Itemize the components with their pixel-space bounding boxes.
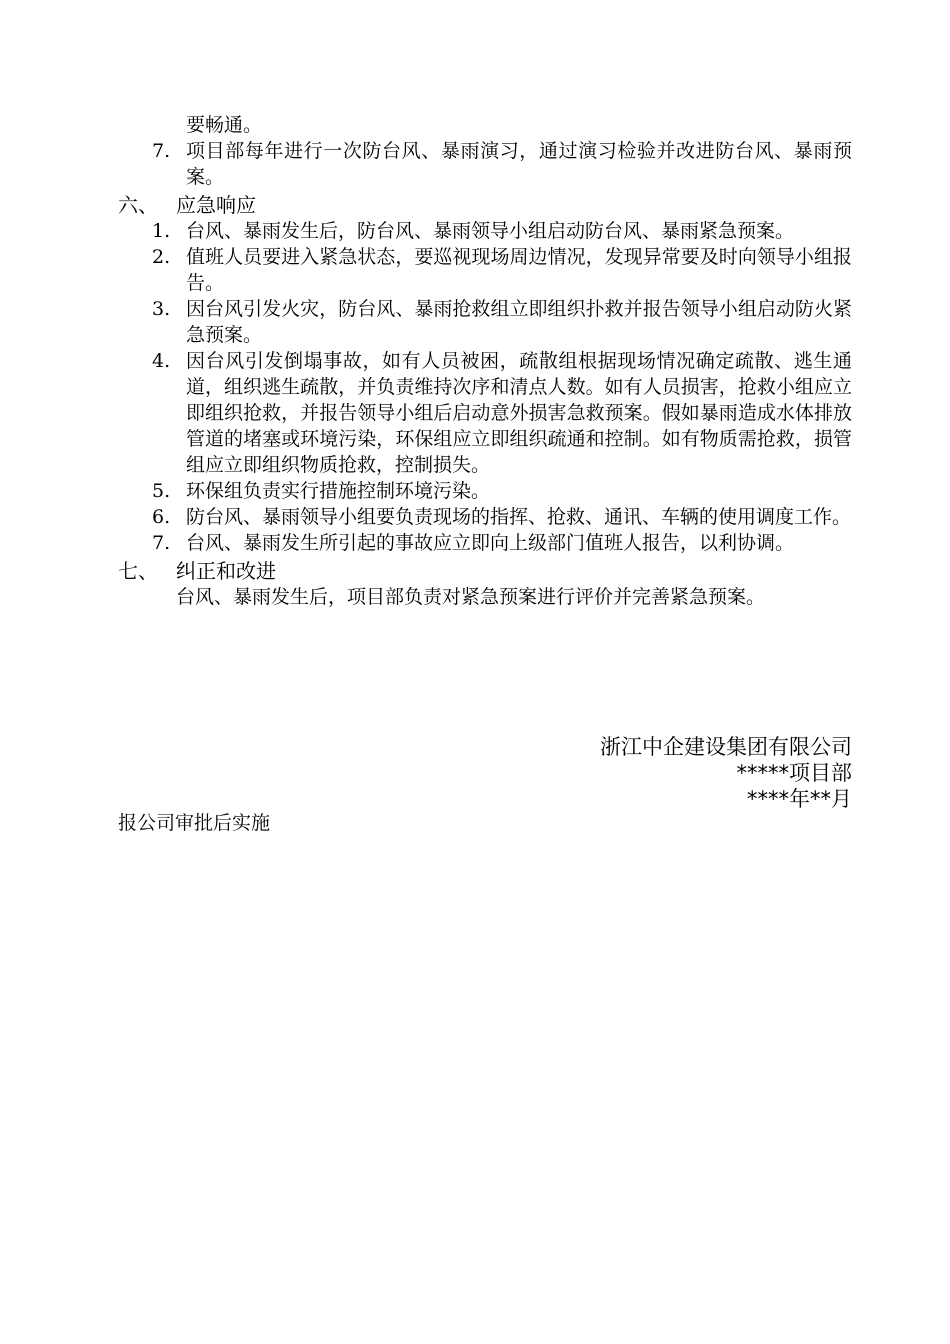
document-body (118, 112, 852, 610)
continuation-text: 要畅通。 (186, 114, 263, 136)
approval-note: 报公司审批后实施 (118, 812, 271, 834)
item-number: 5. (152, 480, 171, 502)
list-item (118, 244, 852, 296)
item-number: 3. (152, 298, 171, 320)
section-heading-7 (118, 558, 852, 584)
item-number: 1. (152, 220, 171, 242)
list-item (118, 504, 852, 530)
section-paragraph: 台风、暴雨发生后，项目部负责对紧急预案进行评价并完善紧急预案。 (176, 586, 766, 608)
item-text: 环保组负责实行措施控制环境污染。 (186, 480, 491, 502)
section-number: 七、 (118, 559, 158, 583)
item-number: 7. (152, 532, 171, 554)
section-title: 纠正和改进 (176, 559, 276, 583)
signature-block (600, 734, 852, 812)
item-text: 台风、暴雨发生后，防台风、暴雨领导小组启动防台风、暴雨紧急预案。 (186, 220, 795, 242)
item-number: 4. (152, 350, 171, 372)
item-number: 2. (152, 246, 171, 268)
department-name: *****项目部 (736, 761, 852, 785)
item-text: 防台风、暴雨领导小组要负责现场的指挥、抢救、通讯、车辆的使用调度工作。 (186, 506, 852, 528)
item-text: 值班人员要进入紧急状态，要巡视现场周边情况，发现异常要及时向领导小组报告。 (186, 246, 852, 294)
list-item (118, 348, 852, 478)
signature-date: ****年**月 (747, 787, 852, 811)
item-text: 因台风引发倒塌事故，如有人员被困，疏散组根据现场情况确定疏散、逃生通道，组织逃生疏散，并负责维持次序和清点人数。如有人员损害，抢救小组应立即组织抢救，并报告领导小组后启动意外损害急救预案。假如暴雨造成水体排放管道的堵塞或环境污染，环保组应立即组织疏通和控制。如有物质需抢救，损管组应立即组织物质抢救，控制损失。 (186, 350, 852, 476)
section-heading-6 (118, 192, 852, 218)
list-item (118, 138, 852, 190)
section-title: 应急响应 (176, 193, 256, 217)
list-item (118, 530, 852, 556)
company-name: 浙江中企建设集团有限公司 (600, 735, 852, 759)
list-item (118, 478, 852, 504)
item-number: 7. (152, 140, 171, 162)
item-text: 因台风引发火灾，防台风、暴雨抢救组立即组织扑救并报告领导小组启动防火紧急预案。 (186, 298, 852, 346)
list-item (118, 218, 852, 244)
item-number: 6. (152, 506, 171, 528)
section-number: 六、 (118, 193, 158, 217)
item-text: 项目部每年进行一次防台风、暴雨演习，通过演习检验并改进防台风、暴雨预案。 (186, 140, 852, 188)
item-text: 台风、暴雨发生所引起的事故应立即向上级部门值班人报告，以利协调。 (186, 532, 795, 554)
list-item (118, 296, 852, 348)
